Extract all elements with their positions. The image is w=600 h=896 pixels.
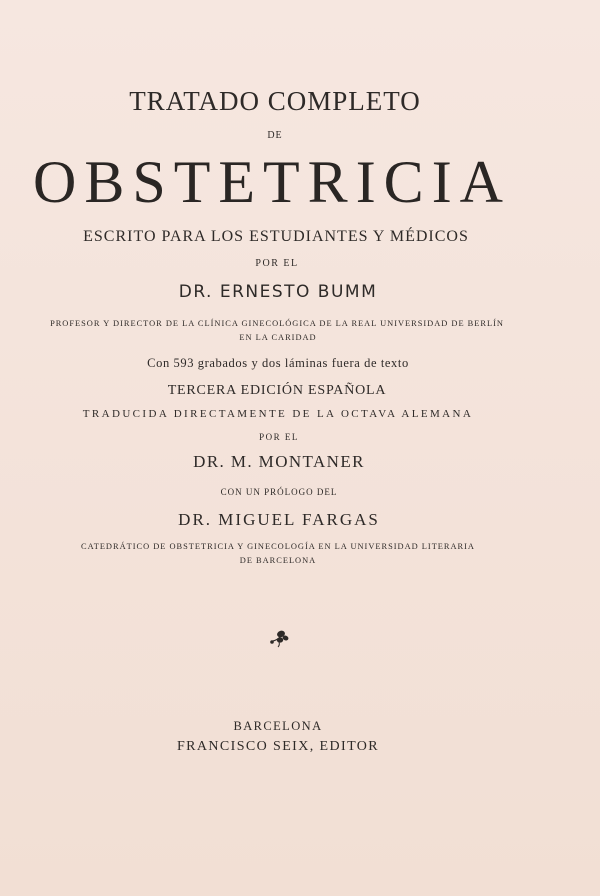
author-por: POR EL	[255, 258, 299, 269]
subtitle: ESCRITO PARA LOS ESTUDIANTES Y MÉDICOS	[83, 228, 469, 245]
translator-por: POR EL	[259, 432, 299, 442]
title-line-1: TRATADO COMPLETO	[129, 86, 421, 116]
translation-note: TRADUCIDA DIRECTAMENTE DE LA OCTAVA ALEMANA	[82, 408, 474, 420]
imprint-city: BARCELONA	[233, 719, 323, 733]
prologue-author: DR. MIGUEL FARGAS	[178, 510, 380, 529]
prologue-credentials-line-2: DE BARCELONA	[239, 556, 317, 565]
imprint-publisher: FRANCISCO SEIX, EDITOR	[176, 739, 380, 754]
title-main: OBSTETRICIA	[33, 149, 511, 215]
floral-ornament-icon	[268, 628, 290, 648]
engravings-note: Con 593 grabados y dos láminas fuera de texto	[147, 356, 409, 370]
prologue-credentials-line-1: CATEDRÁTICO DE OBSTETRICIA Y GINECOLOGÍA EN LA UNIVERSIDAD LITERARIA	[81, 542, 475, 551]
author-credentials-line-1: PROFESOR Y DIRECTOR DE LA CLÍNICA GINECOLÓGICA DE LA REAL UNIVERSIDAD DE BERLÍN	[50, 319, 504, 328]
title-connector: DE	[267, 130, 283, 141]
edition: TERCERA EDICIÓN ESPAÑOLA	[167, 383, 387, 398]
prologue-note: CON UN PRÓLOGO DEL	[220, 487, 338, 497]
author-name: DR. ERNESTO BUMM	[178, 282, 378, 302]
author-credentials-line-2: EN LA CARIDAD	[239, 333, 317, 342]
translator-name: DR. M. MONTANER	[193, 452, 365, 471]
